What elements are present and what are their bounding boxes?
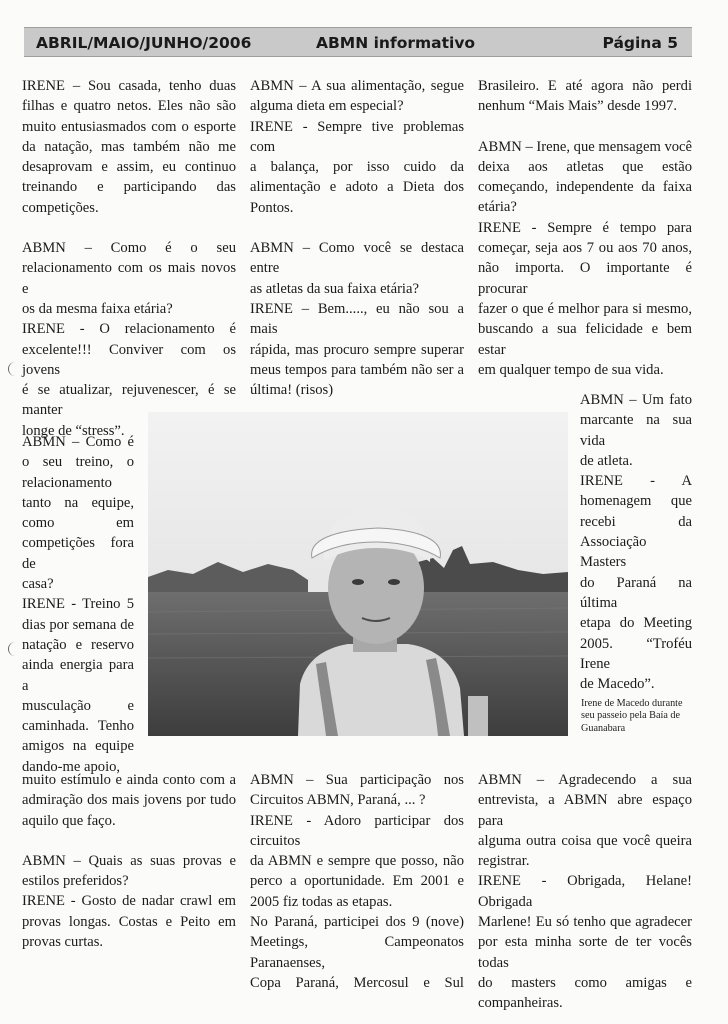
text-line: deixa aos atletas que estão [478,158,692,175]
text-line: ABMN – Um fato [580,392,692,408]
text-line: os da mesma faixa etária? [22,300,173,317]
text-line: de atleta. [580,452,633,469]
text-line: do masters como amigas e [478,974,692,991]
text-line: caminhada. Tenho [22,718,134,735]
text-line: perco a oportunidade. Em 2001 e [250,873,464,890]
text-line: dias por semana de [22,616,134,633]
photo-caption [581,698,699,735]
text-line: Copa Paraná, Mercosul e Sul [250,974,464,991]
text-line: casa? [22,576,54,593]
text-line: Marlene! Eu só tenho que agradecer [478,914,692,931]
text-line: muito estímulo e ainda conto com a [22,772,236,788]
text-line: de Macedo”. [580,676,655,693]
photo-illustration [148,412,568,736]
column-3-top [478,76,692,380]
text-line: natação e reservo [22,636,134,653]
text-line: ABMN – Como você se destaca entre [250,240,464,277]
text-line: buscando a sua felicidade e bem estar [478,321,692,358]
text-line: da natação, mas também não me [22,138,236,155]
text-line: IRENE - Obrigada, Helane! Obrigada [478,873,692,910]
text-line: Meetings, Campeonatos Paranaenses, [250,934,464,971]
issue-date: ABRIL/MAIO/JUNHO/2006 [36,34,252,52]
caption-line: Irene de Macedo durante [581,698,683,709]
text-line: como em [22,515,134,532]
text-line: as atletas da sua faixa etária? [250,280,419,297]
binding-hole-mark [8,362,19,376]
text-line: ainda energia para a [22,657,134,694]
text-line: a balança, por isso cuido da [250,159,464,176]
text-line: em qualquer tempo de sua vida. [478,361,664,378]
column-2-bottom [250,770,464,993]
text-line: é se atualizar, rejuvenescer, é se manter [22,382,236,419]
text-line: IRENE - A [580,473,692,490]
column-1-top [22,76,236,441]
text-line: do Paraná na última [580,574,692,611]
text-line: amigos na equipe [22,738,134,755]
text-line: alguma dieta em especial? [250,98,404,115]
text-line: Pontos. [250,199,294,216]
text-line: entrevista, a ABMN abre espaço para [478,792,692,829]
newsletter-title: ABMN informativo [316,34,476,52]
text-line: o seu treino, o [22,454,134,471]
text-line: No Paraná, participei dos 9 (nove) [250,914,464,931]
text-line: rápida, mas procuro sempre superar [250,341,464,358]
text-line: alguma outra coisa que você queira [478,832,692,849]
text-line: tanto na equipe, [22,494,134,511]
text-line: relacionamento com os mais novos e [22,260,236,297]
text-line: Circuitos ABMN, Paraná, ... ? [250,792,426,809]
text-line: competições. [22,199,99,216]
text-line: excelente!!! Conviver com os jovens [22,341,236,378]
text-line: não importa. O importante é procurar [478,260,692,297]
page-header [24,27,692,57]
text-line: ABMN – Como é o seu [22,240,236,257]
text-line: longe de “stress”. [22,422,125,439]
text-line: admiração dos mais jovens por tudo [22,792,236,809]
text-line: estilos preferidos? [22,873,129,890]
text-line: IRENE - Adoro participar dos circuitos [250,812,464,849]
text-line: provas longas. Costas e Peito em [22,913,236,930]
text-line: começar, seja aos 7 ou aos 70 anos, [478,240,692,257]
column-2-top [250,76,464,400]
text-line: última! (risos) [250,382,334,399]
column-3-narrow [580,390,692,694]
page-number: Página 5 [602,34,678,52]
text-line: dando-me apoio, [22,758,121,775]
photo-irene-de-macedo [148,412,568,736]
text-line: ABMN – Agradecendo a sua [478,772,692,788]
text-line: recebi da [580,513,692,530]
text-line: aquilo que faço. [22,812,116,829]
text-line: IRENE - Treino 5 [22,596,134,613]
text-line: ABMN – Irene, que mensagem você [478,138,692,155]
text-line: etapa do Meeting [580,615,692,632]
text-line: fazer o que é melhor para si mesmo, [478,300,692,317]
text-line: IRENE - O relacionamento é [22,321,236,338]
text-line: treinando e participando das [22,179,236,196]
text-line: Associação Masters [580,534,647,571]
text-line: IRENE - Sempre tive problemas com [250,118,464,155]
text-line: competições fora de [22,535,134,572]
text-line: desaprovam e assim, eu continuo [22,159,236,176]
text-line: da ABMN e sempre que posso, não [250,853,464,870]
text-line: IRENE - Sempre é tempo para [478,219,692,236]
text-line: 2005 fiz todas as etapas. [250,893,393,910]
binding-hole-mark [8,642,19,656]
text-line: etária? [478,199,517,216]
text-line: registrar. [478,853,530,870]
text-line: IRENE - Gosto de nadar crawl em [22,893,236,910]
text-line: começando, independente da faixa [478,179,692,196]
text-line: musculação e [22,697,134,714]
text-line: 2005. “Troféu Irene [580,635,692,672]
text-line: IRENE – Bem....., eu não sou a mais [250,300,464,338]
text-line: IRENE – Sou casada, tenho duas [22,78,236,94]
text-line: provas curtas. [22,934,104,951]
text-line: ABMN – Como é [22,434,134,450]
text-line: ABMN – Quais as suas provas e [22,852,236,869]
column-1-bottom [22,770,236,952]
column-1-narrow [22,432,134,777]
caption-line: Guanabara [581,722,626,734]
text-line: ABMN – A sua alimentação, segue [250,78,464,94]
text-line: filhas e quatro netos. Eles não são [22,98,236,115]
text-line: muito entusiasmados com o esporte [22,118,236,135]
text-line: marcante na sua vida [580,412,692,449]
text-line: alimentação e adoto a Dieta dos [250,179,464,196]
text-line: nenhum “Mais Mais” desde 1997. [478,98,678,115]
caption-line: seu passeio pela Baía de [581,710,681,722]
text-line: por esta minha sorte de ter vocês todas [478,934,692,971]
text-line: ABMN – Sua participação nos [250,772,464,788]
text-line: companheiras. [478,995,563,1012]
text-line: relacionamento [22,474,112,491]
text-line: Brasileiro. E até agora não perdi [478,78,692,94]
column-3-bottom [478,770,692,1014]
text-line: homenagem que [580,493,692,510]
text-line: meus tempos para também não ser a [250,361,464,378]
